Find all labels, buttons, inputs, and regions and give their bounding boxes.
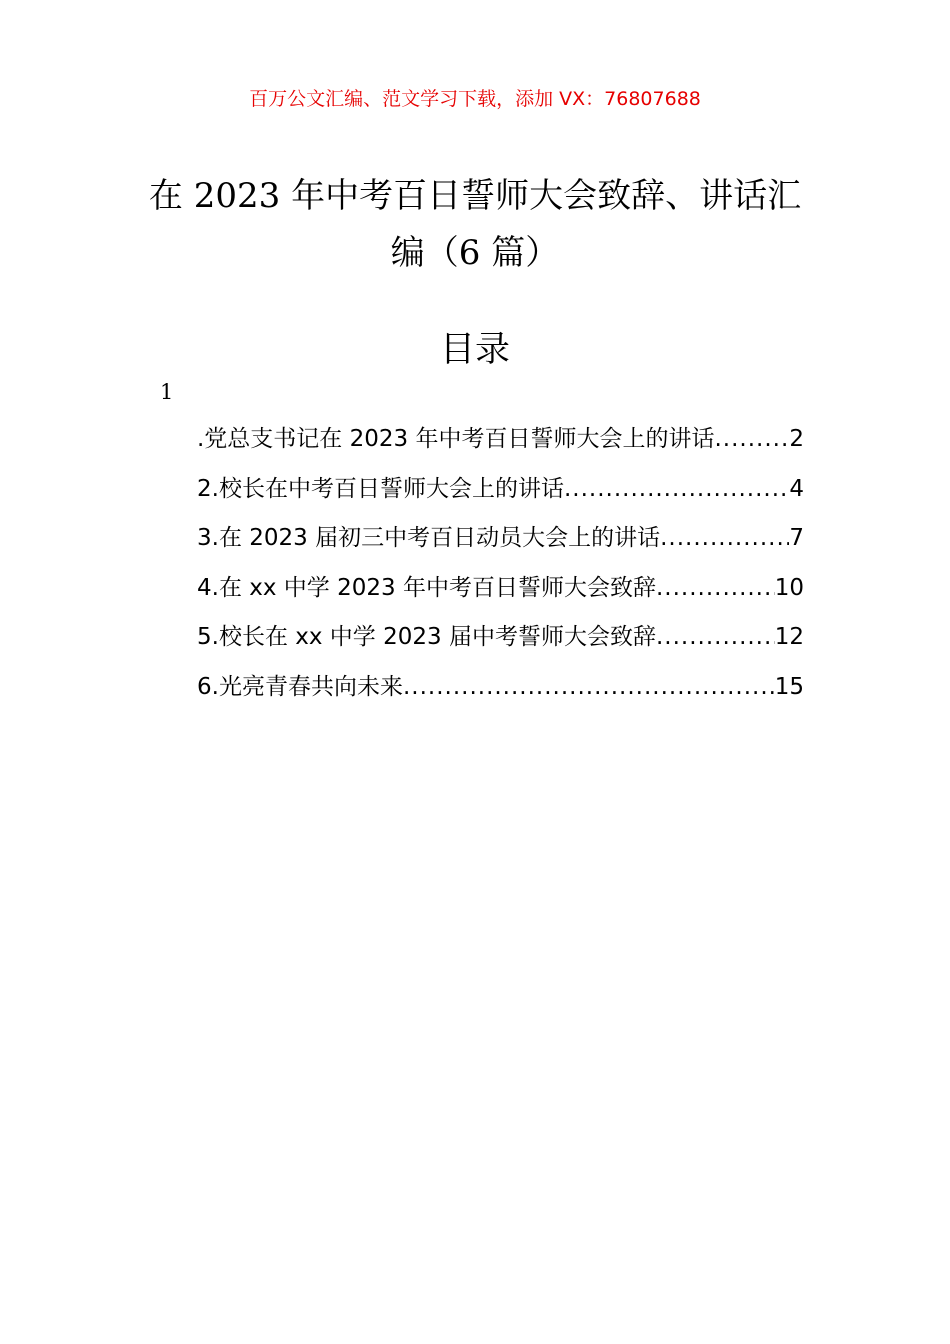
toc-item[interactable] — [197, 569, 804, 619]
toc-item-page: 4 — [789, 475, 804, 502]
toc-item-page: 2 — [789, 426, 804, 452]
toc-item-leader — [656, 575, 775, 601]
toc-item-text: 3.在 2023 届初三中考百日动员大会上的讲话 — [197, 525, 661, 552]
toc-item-page: 15 — [774, 673, 804, 700]
header-note: 百万公文汇编、范文学习下载，添加 VX：76807688 — [249, 88, 701, 110]
toc-item-leader — [403, 674, 775, 700]
toc-item-page: 10 — [774, 574, 804, 601]
toc-first-number: 1 — [160, 380, 174, 404]
toc-item-text: 5.校长在 xx 中学 2023 届中考誓师大会致辞 — [197, 624, 656, 651]
toc-item-text: 4.在 xx 中学 2023 年中考百日誓师大会致辞 — [197, 574, 656, 601]
toc-item-text: 2.校长在中考百日誓师大会上的讲话 — [197, 475, 564, 502]
toc-item[interactable] — [197, 519, 804, 569]
toc-item-page: 12 — [774, 624, 804, 651]
toc-item-leader — [656, 624, 775, 650]
toc-item-text: 6.光亮青春共向未来 — [197, 673, 403, 700]
toc-item-leader — [564, 476, 789, 502]
toc-item-page: 7 — [789, 525, 804, 552]
toc-list — [197, 420, 804, 718]
toc-item[interactable] — [197, 420, 804, 470]
toc-heading: 目录 — [439, 330, 510, 370]
toc-item-text: .党总支书记在 2023 年中考百日誓师大会上的讲话 — [197, 426, 715, 452]
toc-item[interactable] — [197, 618, 804, 668]
toc-item-leader — [660, 525, 789, 551]
toc-item[interactable] — [197, 470, 804, 520]
toc-item[interactable] — [197, 668, 804, 718]
toc-item-leader — [714, 426, 789, 452]
document-title: 在 2023 年中考百日誓师大会致辞、讲话汇编（6 篇） — [148, 176, 802, 273]
